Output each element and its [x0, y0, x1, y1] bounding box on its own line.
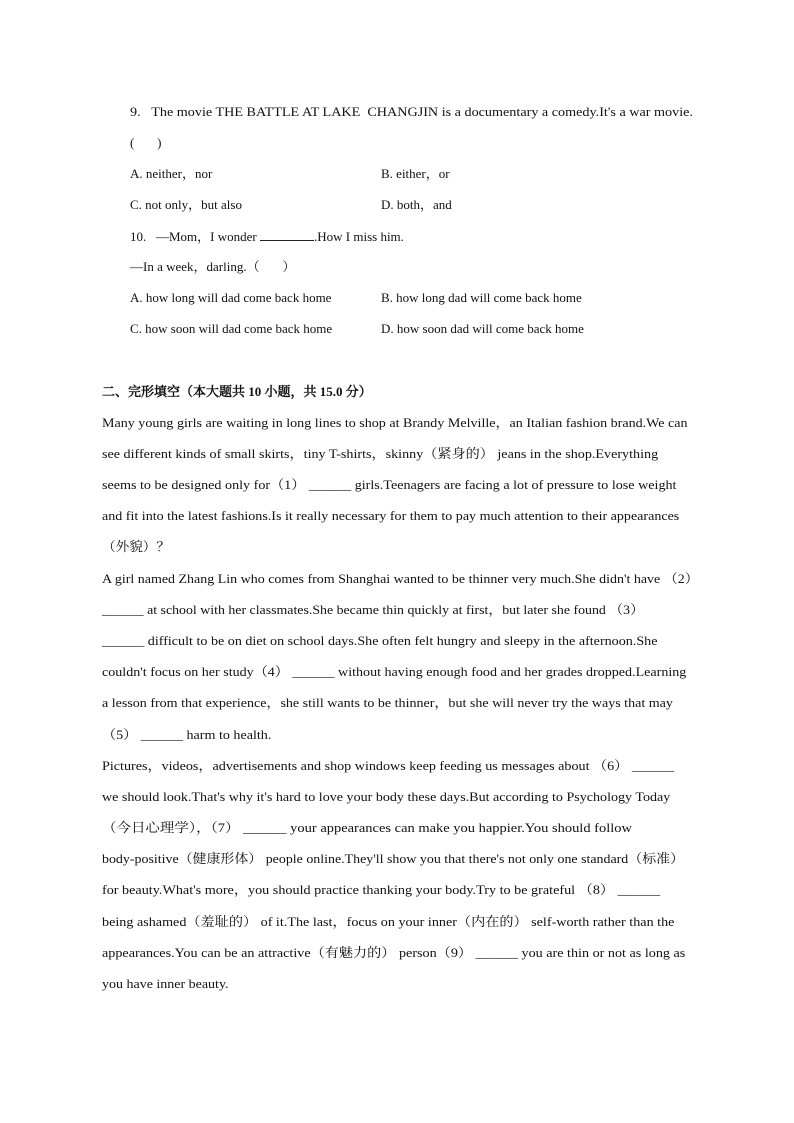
q10-answer-blank — [260, 226, 314, 241]
passage-line: a lesson from that experience，she still wants to be thinner，but she will never try the ways that may — [102, 695, 673, 710]
passage-line: you have inner beauty. — [102, 976, 229, 991]
q9-stem: 9. The movie THE BATTLE AT LAKE CHANGJIN is a documentary a comedy.It's a war movie. — [130, 104, 693, 119]
passage-line: （外貌）？ — [102, 539, 171, 554]
passage-line: we should look.That's why it's hard to love your body these days.But according to Psychology Today — [102, 789, 671, 804]
passage-line: ______ at school with her classmates.She became thin quickly at first，but later she found （3） — [102, 602, 644, 617]
passage-line: A girl named Zhang Lin who comes from Shanghai wanted to be thinner very much.She didn't have （2） — [102, 571, 699, 586]
passage-line: body-positive（健康形体） people online.They'll show you that there's not only one standard（标准） — [102, 851, 685, 866]
q10-stem — [130, 226, 404, 247]
passage-line: （5） ______ harm to health. — [102, 727, 272, 742]
q10-option-d: D. how soon dad will come back home — [381, 321, 584, 336]
passage-line: and fit into the latest fashions.Is it really necessary for them to pay much attention to their appearances — [102, 508, 680, 523]
passage-line: being ashamed（羞耻的） of it.The last，focus on your inner（内在的） self-worth rather than the — [102, 914, 675, 929]
passage-line: appearances.You can be an attractive（有魅力的） person（9） ______ you are thin or not as long as — [102, 945, 686, 960]
q10-stem-before: 10. —Mom，I wonder — [130, 229, 260, 244]
passage-line: （今日心理学），（7） ______ your appearances can make you happier.You should follow — [102, 820, 632, 835]
passage-line: Many young girls are waiting in long lines to shop at Brandy Melville，an Italian fashion brand.We can — [102, 415, 688, 430]
q9-option-a: A. neither，nor — [130, 166, 213, 181]
q10-stem-after: .How I miss him. — [314, 229, 404, 244]
q9-option-c: C. not only，but also — [130, 197, 242, 212]
q10-option-a: A. how long will dad come back home — [130, 290, 332, 305]
q9-answer-paren: ( ) — [130, 135, 162, 150]
passage-line: seems to be designed only for（1） ______ girls.Teenagers are facing a lot of pressure to lose weight — [102, 477, 677, 492]
q9-option-b: B. either，or — [381, 166, 450, 181]
passage-line: Pictures，videos，advertisements and shop windows keep feeding us messages about （6） ______ — [102, 758, 675, 773]
q10-answer-line: —In a week，darling.（ ） — [130, 259, 296, 274]
passage-line: couldn't focus on her study（4） ______ without having enough food and her grades dropped.Learning — [102, 664, 687, 679]
q10-option-b: B. how long dad will come back home — [381, 290, 582, 305]
passage-line: for beauty.What's more，you should practice thanking your body.Try to be grateful （8） ______ — [102, 882, 661, 897]
passage-line: ______ difficult to be on diet on school days.She often felt hungry and sleepy in the afternoon.She — [102, 633, 658, 648]
q9-option-d: D. both，and — [381, 197, 452, 212]
section-heading: 二、完形填空（本大题共 10 小题，共 15.0 分） — [102, 384, 372, 399]
passage-line: see different kinds of small skirts，tiny T-shirts，skinny（紧身的） jeans in the shop.Everything — [102, 446, 659, 461]
q10-option-c: C. how soon will dad come back home — [130, 321, 333, 336]
